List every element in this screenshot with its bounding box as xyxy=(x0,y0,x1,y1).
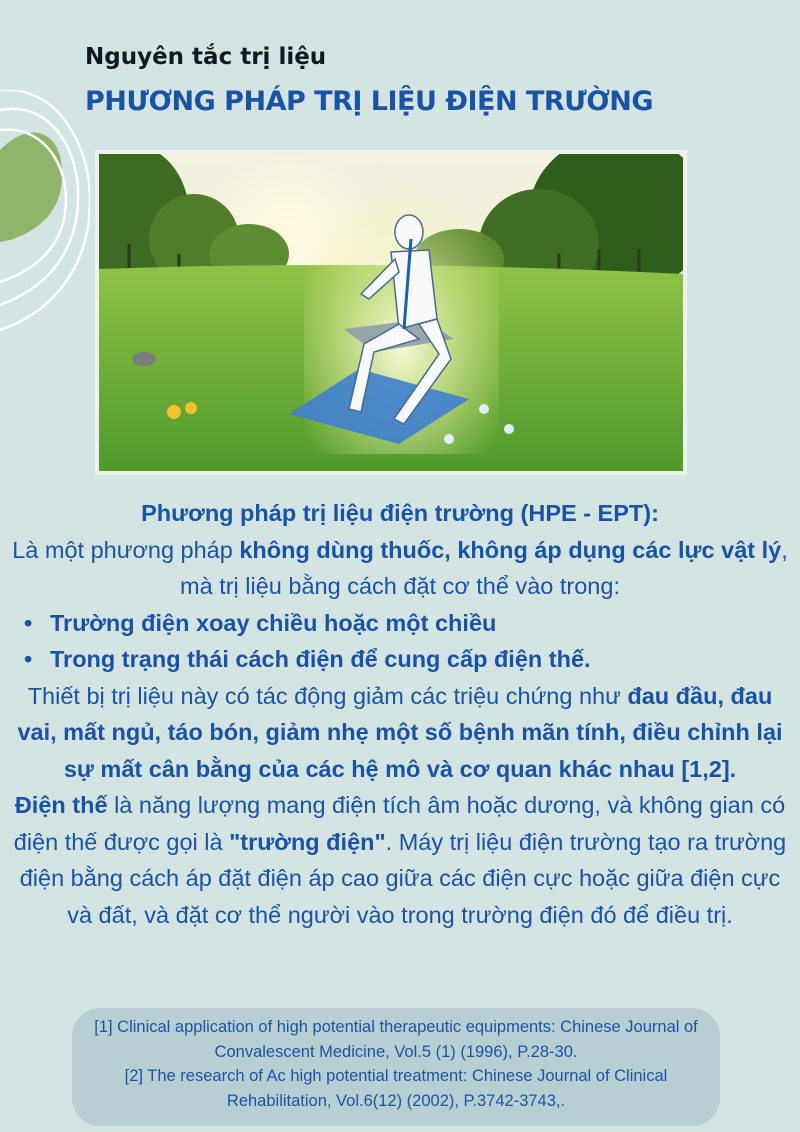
main-content xyxy=(10,495,790,933)
list-item: • Trường điện xoay chiều hoặc một chiều xyxy=(24,609,497,636)
intro-paragraph: Là một phương pháp không dùng thuốc, không áp dụng các lực vật lý, mà trị liệu bằng cách đặt cơ thể vào trong: xyxy=(12,536,788,599)
list-item: • Trong trạng thái cách điện để cung cấp điện thế. xyxy=(24,646,591,672)
therapy-illustration xyxy=(95,150,687,475)
references-box xyxy=(72,1008,720,1126)
definition-paragraph: Điện thế là năng lượng mang điện tích âm hoặc dương, và không gian có điện thế được gọi là "trường điện". Máy trị liệu điện trường tạo ra trường điện bằng cách áp đặt điện áp cao giữa các điện cực hoặc giữa điện cực và đất, và đặt cơ thể người vào trong trường điện đó để điều trị. xyxy=(13,792,787,928)
effects-paragraph: Thiết bị trị liệu này có tác động giảm các triệu chứng như đau đầu, đau vai, mất ngủ, táo bón, giảm nhẹ một số bệnh mãn tính, điều chỉnh lại sự mất cân bằng của các hệ mô và cơ quan khác nhau [1,2]. xyxy=(17,682,783,782)
reference-item: [2] The research of Ac high potential treatment: Chinese Journal of Clinical Rehabilitation, Vol.6(12) (2002), P.3742-3743,. xyxy=(124,1067,668,1110)
reference-item: [1] Clinical application of high potential therapeutic equipments: Chinese Journal of Convalescent Medicine, Vol.5 (1) (1996), P.28-30. xyxy=(94,1018,698,1061)
intro-heading: Phương pháp trị liệu điện trường (HPE - EPT): xyxy=(141,500,659,526)
decorative-swirl xyxy=(0,90,90,350)
page-title: PHƯƠNG PHÁP TRỊ LIỆU ĐIỆN TRƯỜNG xyxy=(85,86,654,117)
page-subtitle: Nguyên tắc trị liệu xyxy=(85,44,327,70)
bullet-list xyxy=(10,605,790,678)
